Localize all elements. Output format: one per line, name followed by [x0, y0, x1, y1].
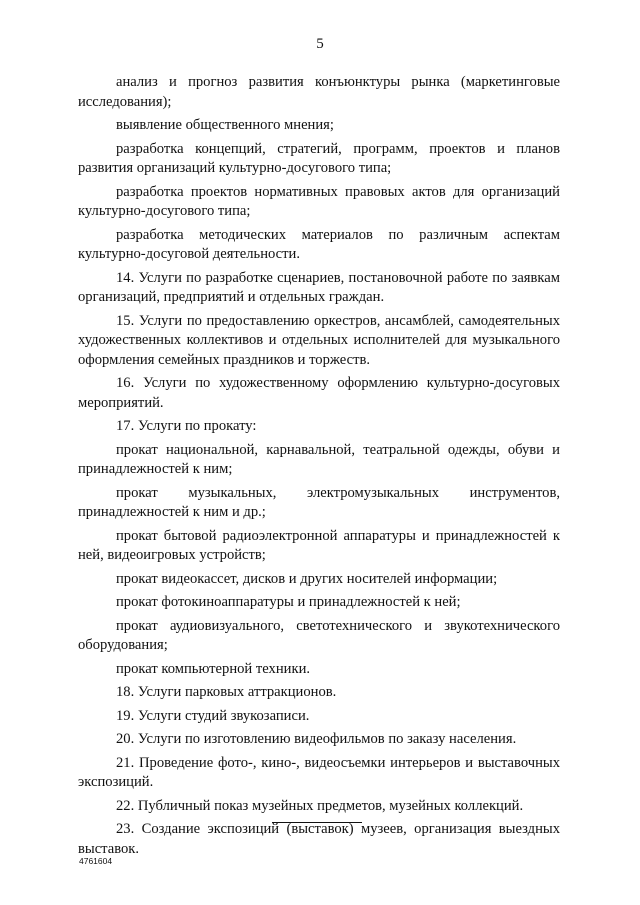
paragraph: разработка методических материалов по различным аспектам культурно-досуговой деятельности.	[78, 226, 560, 262]
paragraph: прокат аудиовизуального, светотехнического и звукотехнического оборудования;	[78, 617, 560, 653]
paragraph: 20. Услуги по изготовлению видеофильмов по заказу населения.	[116, 731, 517, 747]
paragraph: анализ и прогноз развития конъюнктуры рынка (маркетинговые исследования);	[78, 74, 560, 110]
paragraph: прокат видеокассет, дисков и других носителей информации;	[116, 570, 498, 587]
paragraph: прокат бытовой радиоэлектронной аппаратуры и принадлежностей к ней, видеоигровых устройств;	[78, 527, 560, 563]
paragraph: прокат компьютерной техники.	[116, 660, 311, 677]
paragraph: прокат национальной, карнавальной, театральной одежды, обуви и принадлежностей к ним;	[78, 441, 560, 477]
paragraph: выявление общественного мнения;	[116, 117, 334, 133]
paragraph: 17. Услуги по прокату:	[116, 418, 257, 434]
paragraph: 21. Проведение фото-, кино-, видеосъемки интерьеров и выставочных экспозиций.	[78, 754, 560, 790]
document-id: 4761604	[79, 856, 113, 866]
page-number: 5	[316, 36, 324, 52]
paragraph: разработка проектов нормативных правовых актов для организаций культурно-досугового типа;	[78, 183, 560, 219]
paragraph: 16. Услуги по художественному оформлению культурно-досуговых мероприятий.	[78, 375, 560, 411]
paragraph: разработка концепций, стратегий, программ, проектов и планов развития организаций культурно-досугового типа;	[78, 140, 560, 176]
paragraph: 19. Услуги студий звукозаписи.	[116, 707, 310, 724]
paragraph: 18. Услуги парковых аттракционов.	[116, 684, 337, 700]
paragraph: 15. Услуги по предоставлению оркестров, ансамблей, самодеятельных художественных коллективов и отдельных исполнителей для музыкального оформления семейных праздников и торжеств.	[78, 312, 560, 368]
document-body	[78, 73, 560, 863]
separator-line	[272, 822, 362, 823]
paragraph: 14. Услуги по разработке сценариев, постановочной работе по заявкам организаций, предприятий и отдельных граждан.	[78, 269, 560, 305]
paragraph: 23. Создание экспозиций (выставок) музеев, организация выездных выставок.	[78, 821, 560, 857]
paragraph: 22. Публичный показ музейных предметов, музейных коллекций.	[116, 797, 524, 814]
paragraph: прокат музыкальных, электромузыкальных инструментов, принадлежностей к ним и др.;	[78, 484, 560, 520]
paragraph: прокат фотокиноаппаратуры и принадлежностей к ней;	[116, 594, 461, 610]
